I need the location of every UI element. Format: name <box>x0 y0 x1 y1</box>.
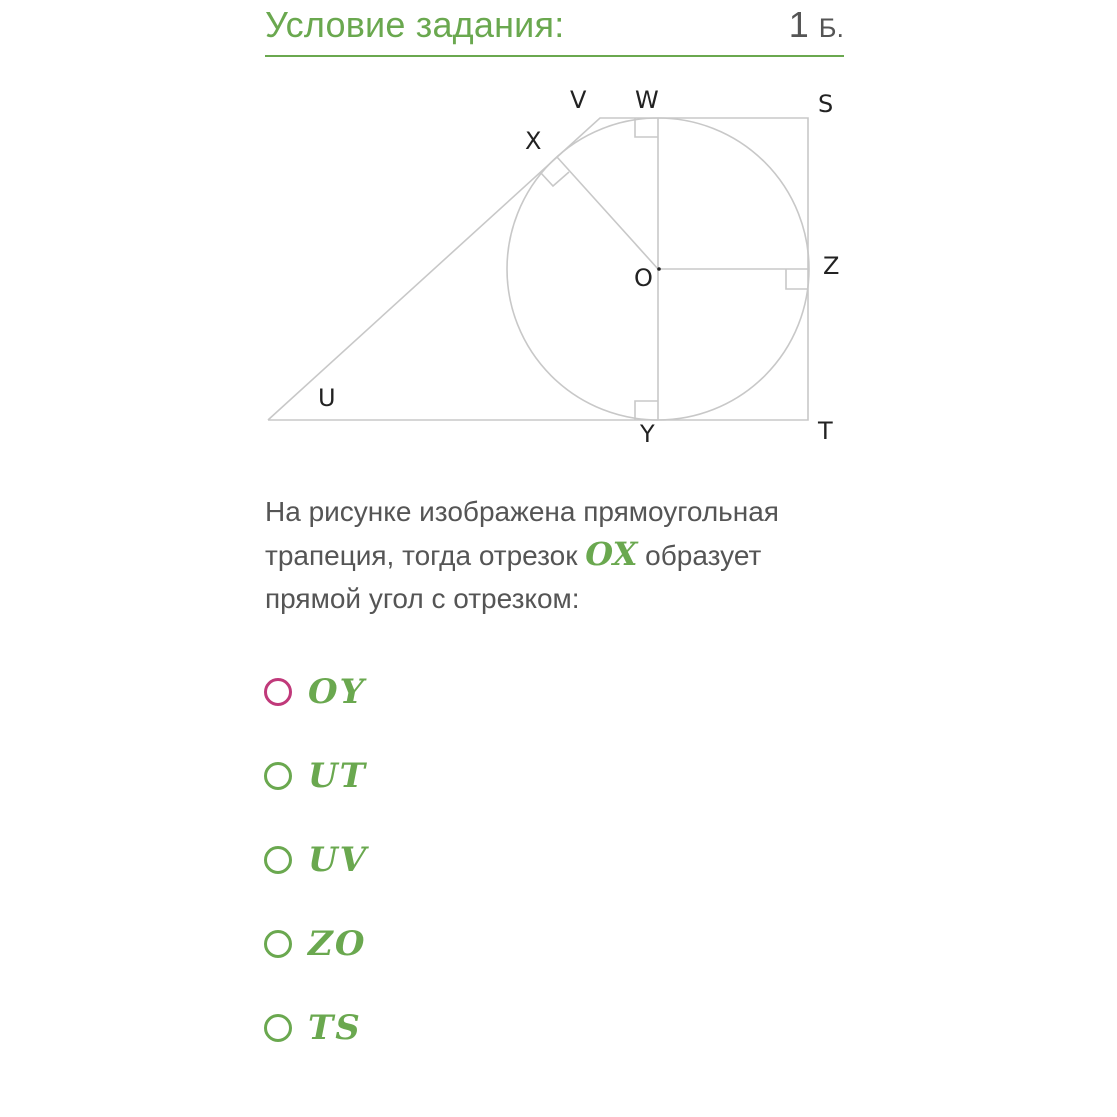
task-title: Условие задания: <box>265 4 565 45</box>
task-header <box>265 0 844 57</box>
option-label: ZO <box>308 924 367 964</box>
option-label: UT <box>308 756 367 796</box>
option-3[interactable] <box>264 833 564 887</box>
center-dot <box>657 267 661 271</box>
option-label: TS <box>308 1008 362 1048</box>
label-t: T <box>818 417 833 445</box>
label-s: S <box>818 90 834 118</box>
radio-button[interactable] <box>264 762 292 790</box>
option-5[interactable] <box>264 1001 564 1055</box>
label-o: O <box>634 264 653 292</box>
question-text-before: На рисунке изображена прямоугольная трапеция, тогда отрезок <box>265 496 779 571</box>
label-z: Z <box>823 252 840 280</box>
radio-button[interactable] <box>264 846 292 874</box>
option-2[interactable] <box>264 749 564 803</box>
question-segment: OX <box>585 535 638 573</box>
right-angle-mark-x <box>540 172 569 186</box>
task-points <box>789 4 844 46</box>
segment-ox <box>557 157 658 269</box>
radio-button[interactable] <box>264 678 292 706</box>
trapezoid-figure <box>262 80 852 460</box>
trapezoid-diagram <box>262 80 852 460</box>
right-angle-mark-z <box>786 269 808 289</box>
label-y: Y <box>640 420 655 448</box>
option-label: UV <box>308 840 369 880</box>
points-unit: Б. <box>818 13 844 43</box>
right-angle-mark-y <box>635 401 658 420</box>
radio-button[interactable] <box>264 1014 292 1042</box>
option-label: OY <box>308 672 366 712</box>
question-text-after: образует прямой угол с отрезком: <box>265 540 762 614</box>
label-u: U <box>318 384 336 412</box>
label-v: V <box>570 86 587 114</box>
label-x: X <box>525 127 542 155</box>
radio-button[interactable] <box>264 930 292 958</box>
label-w: W <box>635 86 659 114</box>
points-value: 1 <box>788 4 809 45</box>
right-angle-mark-w <box>635 118 658 137</box>
option-1[interactable] <box>264 665 564 719</box>
question-text <box>265 490 825 620</box>
option-4[interactable] <box>264 917 564 971</box>
